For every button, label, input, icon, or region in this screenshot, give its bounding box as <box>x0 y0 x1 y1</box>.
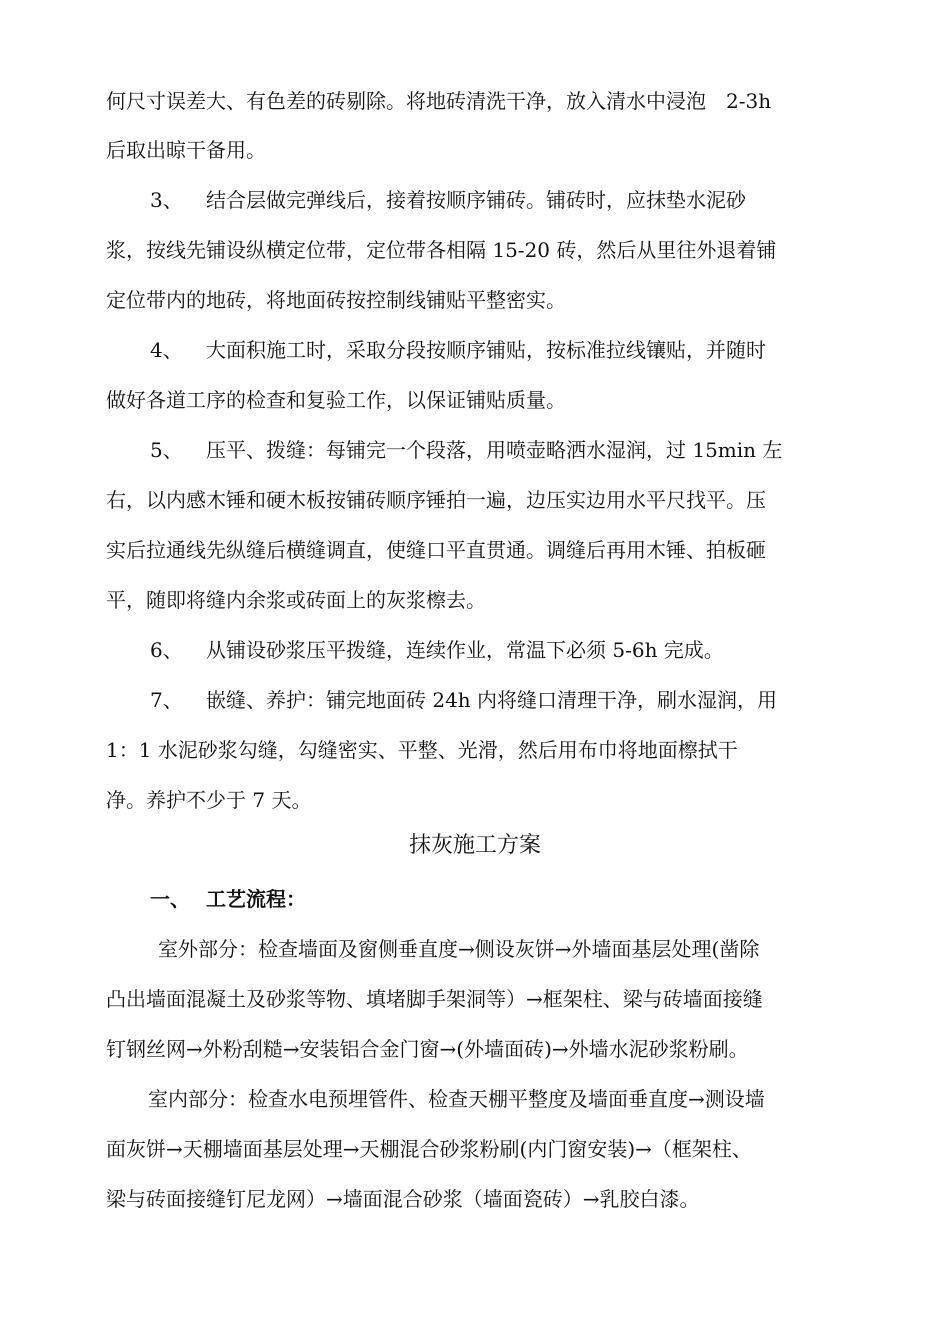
heading-text: 工艺流程： <box>206 887 306 911</box>
paragraph-text: 浆，按线先铺设纵横定位带，定位带各相隔 15-20 砖，然后从里往外退着铺 <box>106 238 777 262</box>
paragraph-text: 定位带内的地砖，将地面砖按控制线铺贴平整密实。 <box>106 288 566 312</box>
process-text: 面灰饼→天棚墙面基层处理→天棚混合砂浆粉刷(内门窗安装)→（框架柱、 <box>106 1137 752 1161</box>
item-text: 结合层做完弹线后，接着按顺序铺砖。铺砖时，应抹垫水泥砂 <box>206 188 746 212</box>
paragraph-text: 右，以内感木锤和硬木板按铺砖顺序锤拍一遍，边压实边用水平尺找平。压 <box>106 488 766 512</box>
paragraph-line <box>106 135 266 165</box>
process-text: 室外部分：检查墙面及窗侧垂直度→侧设灰饼→外墙面基层处理(凿除 <box>158 937 760 961</box>
section-title: 抹灰施工方案 <box>408 833 541 858</box>
paragraph-line <box>106 235 776 265</box>
paragraph-line <box>106 535 766 565</box>
item-text: 大面积施工时，采取分段按顺序铺贴，按标准拉线镶贴，并随时 <box>206 338 766 362</box>
paragraph-text: 平，随即将缝内余浆或砖面上的灰浆檫去。 <box>106 588 486 612</box>
paragraph-text: 何尺寸误差大、有色差的砖剔除。将地砖清洗干净，放入清水中浸泡 2-3h <box>106 89 772 113</box>
list-item-4 <box>150 335 766 365</box>
list-item-6 <box>150 635 724 665</box>
heading-number: 一、 <box>150 887 190 911</box>
paragraph-line <box>106 785 311 815</box>
paragraph-line <box>106 385 566 415</box>
process-text: 钉钢丝网→外粉刮糙→安装铝合金门窗→(外墙面砖)→外墙水泥砂浆粉刷。 <box>106 1037 749 1061</box>
paragraph-line <box>106 585 486 615</box>
paragraph-line <box>106 735 738 765</box>
process-outdoor-line <box>106 984 763 1014</box>
paragraph-text: 后取出晾干备用。 <box>106 138 266 162</box>
list-item-3 <box>150 185 746 215</box>
paragraph-text: 实后拉通线先纵缝后横缝调直，使缝口平直贯通。调缝后再用木锤、拍板砸 <box>106 538 766 562</box>
item-number: 7、 <box>150 688 183 712</box>
item-text: 嵌缝、养护：铺完地面砖 24h 内将缝口清理干净，刷水湿润，用 <box>206 688 778 712</box>
item-text: 从铺设砂浆压平拨缝，连续作业，常温下必须 5-6h 完成。 <box>206 638 724 662</box>
paragraph-line <box>106 485 766 515</box>
process-indoor-line <box>106 1134 752 1164</box>
process-text: 梁与砖面接缝钉尼龙网）→墙面混合砂浆（墙面瓷砖）→乳胶白漆。 <box>106 1187 700 1211</box>
list-item-7 <box>150 685 777 715</box>
list-item-5 <box>150 435 782 465</box>
process-outdoor-line <box>106 1034 749 1064</box>
paragraph-line <box>106 86 842 116</box>
item-text: 压平、拨缝：每铺完一个段落，用喷壶略洒水湿润，过 15min 左 <box>206 438 783 462</box>
paragraph-line <box>106 285 566 315</box>
process-indoor-line <box>148 1084 765 1114</box>
item-number: 6、 <box>150 638 183 662</box>
process-text: 凸出墙面混凝土及砂浆等物、填堵脚手架洞等）→框架柱、梁与砖墙面接缝 <box>106 987 763 1011</box>
process-indoor-line <box>106 1184 700 1214</box>
item-number: 5、 <box>150 438 183 462</box>
paragraph-text: 做好各道工序的检查和复验工作，以保证铺贴质量。 <box>106 388 566 412</box>
paragraph-text: 1：1 水泥砂浆勾缝，勾缝密实、平整、光滑，然后用布巾将地面檫拭干 <box>106 738 738 762</box>
process-text: 室内部分：检查水电预埋管件、检查天棚平整度及墙面垂直度→测设墙 <box>148 1087 765 1111</box>
item-number: 4、 <box>150 338 183 362</box>
process-outdoor-line <box>158 934 759 964</box>
item-number: 3、 <box>150 188 183 212</box>
section-heading <box>150 884 306 914</box>
paragraph-text: 净。养护不少于 7 天。 <box>106 788 312 812</box>
